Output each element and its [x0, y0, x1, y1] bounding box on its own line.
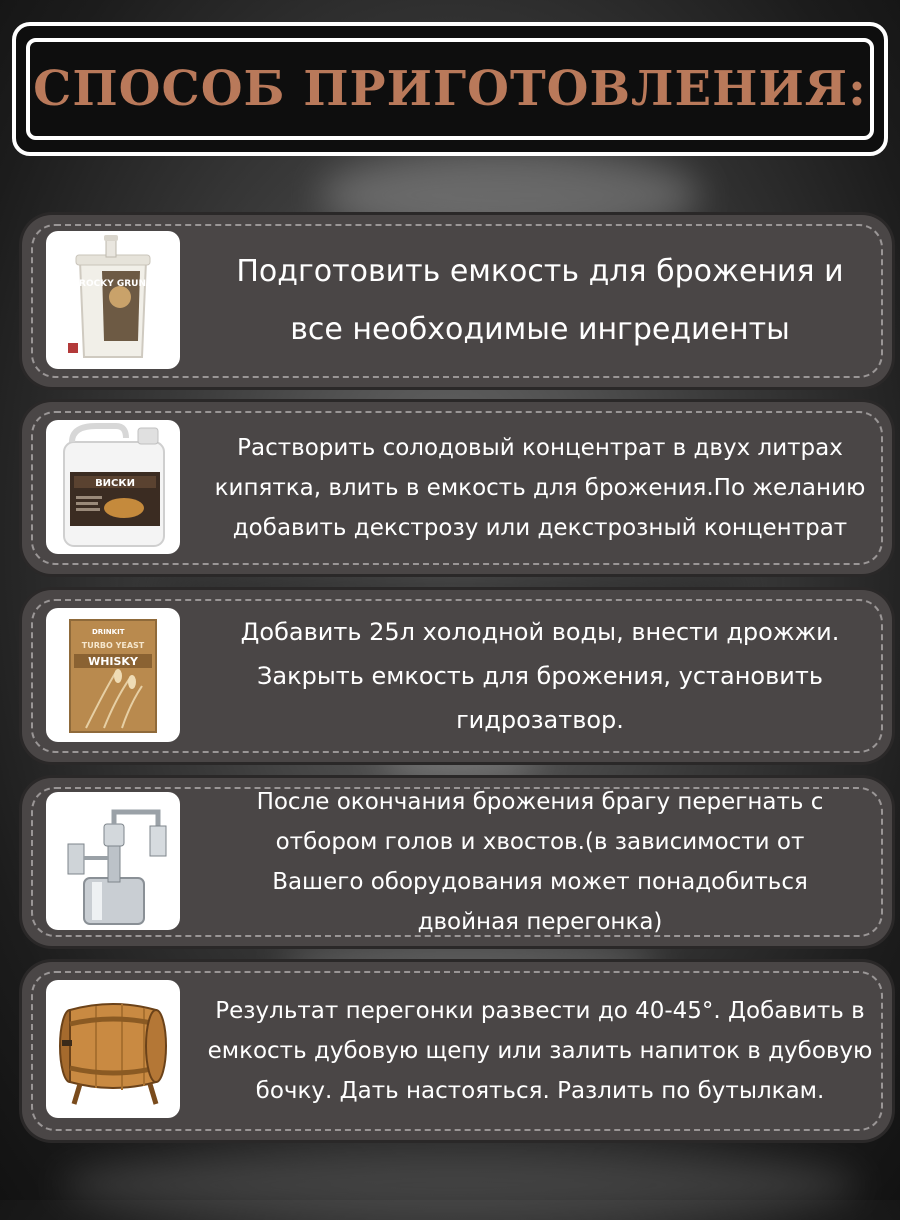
turbo-yeast-pack-icon [46, 608, 180, 742]
title-inner-frame [26, 38, 874, 140]
step-card-4 [22, 778, 892, 946]
step-card-5 [22, 962, 892, 1140]
svg-text:TURBO YEAST: TURBO YEAST [81, 641, 145, 650]
step-1-text: Подготовить емкость для брожения и все необходимые ингредиенты [236, 254, 844, 347]
svg-text:DRINKIT: DRINKIT [92, 628, 125, 636]
step-2-text: Растворить солодовый концентрат в двух литрах кипятка, влить в емкость для брожения.По желанию добавить декстрозу или декстрозный концентрат [214, 435, 866, 541]
step-4-text: После окончания брожения брагу перегнать с отбором голов и хвостов.(в зависимости от Вашего оборудования может понадобиться двойная перегонка) [256, 789, 824, 935]
svg-text:ВИСКИ: ВИСКИ [95, 478, 135, 489]
page-title: СПОСОБ ПРИГОТОВЛЕНИЯ: [33, 61, 867, 117]
svg-text:WHISKY: WHISKY [88, 655, 138, 668]
oak-barrel-icon [46, 980, 180, 1118]
step-card-2 [22, 402, 892, 574]
background-blur [60, 1150, 860, 1220]
svg-text:ROCKY GRUNDIT: ROCKY GRUNDIT [79, 279, 163, 289]
malt-concentrate-canister-icon [46, 420, 180, 554]
step-card-3 [22, 590, 892, 762]
step-3-text: Добавить 25л холодной воды, внести дрожжи. Закрыть емкость для брожения, установить гидрозатвор. [240, 618, 840, 734]
distiller-icon [46, 792, 180, 930]
title-frame [12, 22, 888, 156]
fermentation-bucket-icon [46, 231, 180, 369]
step-5-text: Результат перегонки развести до 40-45°. Добавить в емкость дубовую щепу или залить напиток в дубовую бочку. Дать настояться. Разлить по бутылкам. [207, 998, 873, 1104]
step-card-1 [22, 215, 892, 387]
